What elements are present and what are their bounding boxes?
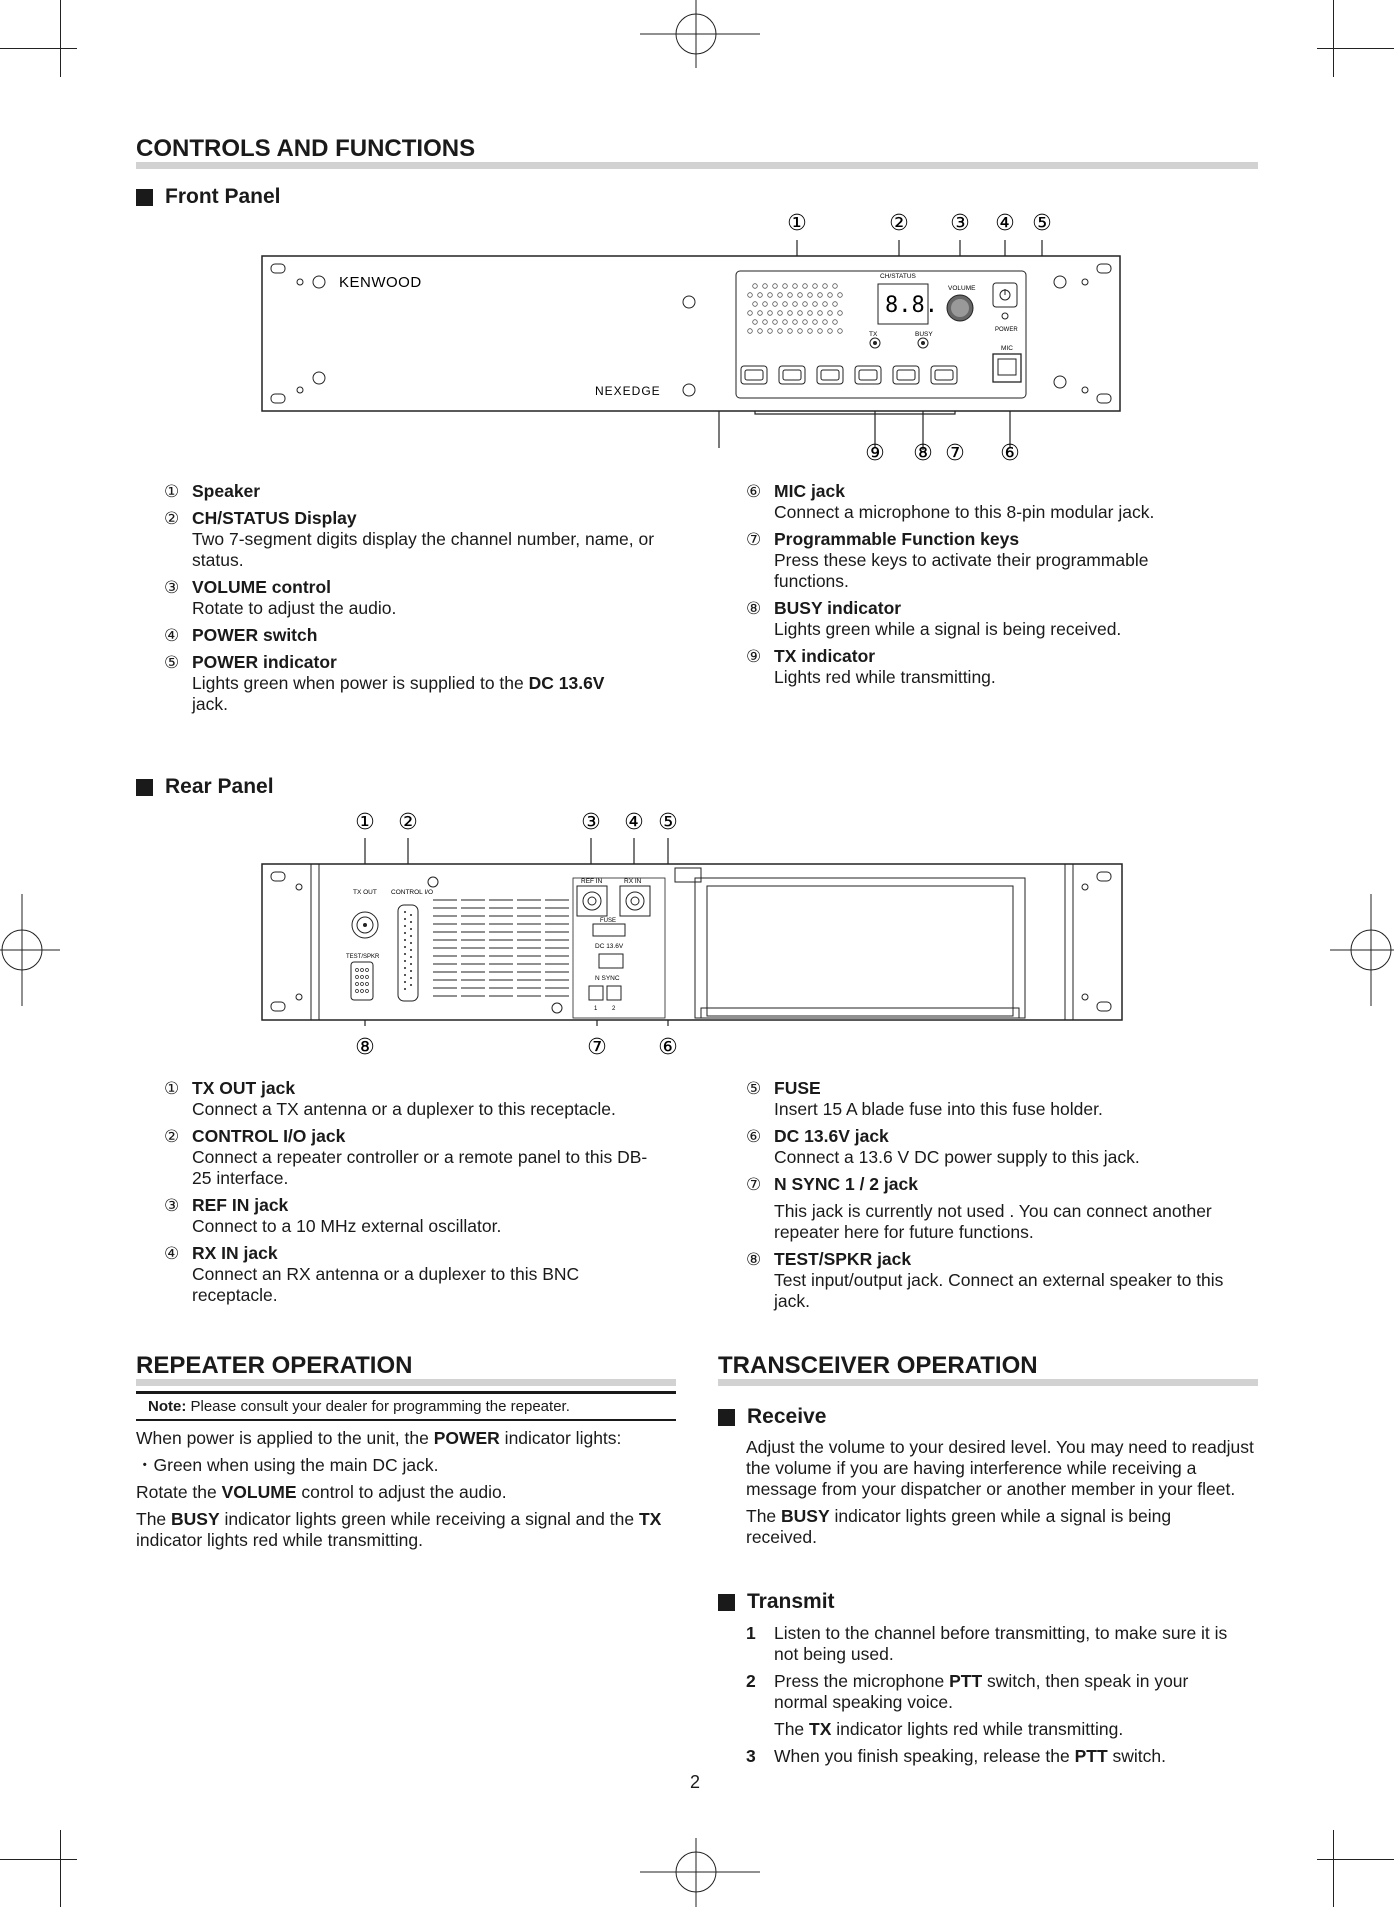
power-label: POWER [995,327,1018,333]
repeater-body [136,1428,676,1557]
transceiver-rule [718,1379,1258,1386]
busy-label: BUSY [915,331,933,338]
dc-label: DC 13.6V [595,943,624,950]
test-spkr-label: TEST/SPKR [346,954,380,960]
callout-bottom-7: ⑦ [587,1035,607,1060]
rear-item-1: ① TX OUT jack Connect a TX antenna or a duplexer to this receptacle. [164,1078,616,1119]
callout-top-4: ④ [624,810,644,835]
registration-mark-right [1330,880,1394,1020]
callout-bottom-8: ⑧ [913,441,933,466]
callout-top-1: ① [355,810,375,835]
callout-top-5: ⑤ [1032,211,1052,236]
mic-label: MIC [1001,345,1013,352]
n-sync-2-label: 2 [612,1006,616,1012]
front-panel-list-left [164,481,674,721]
callout-top-2: ② [889,211,909,236]
front-item-2: ② CH/STATUS Display Two 7-segment digits display the channel number, name, or status. [164,508,655,570]
rear-item-2: ② CONTROL I/O jack Connect a repeater controller or a remote panel to this DB-25 interface. [164,1126,648,1188]
page-number: 2 [690,1772,701,1792]
callout-top-4: ④ [995,211,1015,236]
rear-panel-list-left [164,1078,674,1312]
callout-bottom-9: ⑨ [865,441,885,466]
display-digits: 8.8. [885,293,938,318]
model-logo: NEXEDGE [595,384,661,398]
title-rule [136,162,1258,169]
callout-top-3: ③ [581,810,601,835]
receive-heading: Receive [718,1405,826,1429]
rear-item-3: ③ REF IN jack Connect to a 10 MHz external oscillator. [164,1195,502,1236]
page-title: CONTROLS AND FUNCTIONS [136,135,476,162]
fuse-label: FUSE [600,918,617,924]
rear-item-7: ⑦ N SYNC 1 / 2 jack This jack is currently not used . You can connect another repeater here for future functions. [746,1174,1212,1242]
transceiver-title: TRANSCEIVER OPERATION [718,1352,1038,1379]
tx-out-label: TX OUT [353,889,377,896]
volume-label: VOLUME [948,285,976,292]
transmit-step-3: 3 When you finish speaking, release the PTT switch. [746,1746,1167,1766]
receive-p2: The BUSY indicator lights green while a signal is being received. [746,1506,1172,1547]
callout-top-2: ② [398,810,418,835]
square-bullet-icon [136,189,153,206]
receive-body [746,1437,1258,1554]
tx-label: TX [869,331,878,338]
rear-panel-diagram [255,800,1135,1070]
front-panel-heading: Front Panel [136,185,281,209]
n-sync-label: N SYNC [595,975,620,982]
callout-bottom-8: ⑧ [355,1035,375,1060]
rear-panel-list-right [746,1078,1246,1318]
rx-in-label: RX IN [624,878,642,885]
front-item-1: ① Speaker [164,481,261,501]
rear-item-8: ⑧ TEST/SPKR jack Test input/output jack. Connect an external speaker to this jack. [746,1249,1224,1311]
repeater-p2: ・Green when using the main DC jack. [136,1455,439,1475]
front-item-9: ⑨ TX indicator Lights red while transmitting. [746,646,996,687]
rear-item-4: ④ RX IN jack Connect an RX antenna or a duplexer to this BNC receptacle. [164,1243,580,1305]
callout-top-3: ③ [950,211,970,236]
brand-logo: KENWOOD [339,274,422,291]
n-sync-1-label: 1 [594,1006,598,1012]
front-panel-list-right [746,481,1246,694]
transmit-heading: Transmit [718,1590,835,1614]
front-panel-diagram [255,200,1135,480]
registration-mark-left [0,880,60,1020]
transmit-step-2: 2 Press the microphone PTT switch, then speak in your normal speaking voice. The TX indicator lights red while transmitting. [746,1671,1189,1739]
repeater-title: REPEATER OPERATION [136,1352,413,1379]
callout-bottom-7: ⑦ [945,441,965,466]
receive-p1: Adjust the volume to your desired level. You may need to readjust the volume if you are having interference while receiving a message from your dispatcher or another member in your fleet. [746,1437,1254,1499]
repeater-p3: Rotate the VOLUME control to adjust the audio. [136,1482,507,1502]
transmit-steps [746,1623,1258,1773]
rear-item-5: ⑤ FUSE Insert 15 A blade fuse into this fuse holder. [746,1078,1103,1119]
square-bullet-icon [718,1594,735,1611]
front-item-5: ⑤ POWER indicator Lights green when power is supplied to the DC 13.6V jack. [164,652,605,714]
front-item-3: ③ VOLUME control Rotate to adjust the audio. [164,577,397,618]
square-bullet-icon [136,779,153,796]
front-item-4: ④ POWER switch [164,625,318,645]
repeater-rule [136,1379,676,1386]
callout-bottom-6: ⑥ [1000,441,1020,466]
callout-bottom-6: ⑥ [658,1035,678,1060]
repeater-note: Note: Please consult your dealer for programming the repeater. [136,1391,676,1421]
ch-status-label: CH/STATUS [880,273,916,280]
repeater-p1: When power is applied to the unit, the POWER indicator lights: [136,1428,622,1448]
front-item-8: ⑧ BUSY indicator Lights green while a signal is being received. [746,598,1122,639]
repeater-p4: The BUSY indicator lights green while receiving a signal and the TX indicator lights red while transmitting. [136,1509,662,1550]
callout-top-5: ⑤ [658,810,678,835]
transmit-step-1: 1 Listen to the channel before transmitting, to make sure it is not being used. [746,1623,1228,1664]
front-item-7: ⑦ Programmable Function keys Press these keys to activate their programmable functions. [746,529,1149,591]
square-bullet-icon [718,1409,735,1426]
front-item-6: ⑥ MIC jack Connect a microphone to this 8-pin modular jack. [746,481,1155,522]
registration-mark-top [640,0,760,80]
registration-mark-bottom [640,1830,760,1907]
rear-item-6: ⑥ DC 13.6V jack Connect a 13.6 V DC power supply to this jack. [746,1126,1140,1167]
callout-top-1: ① [787,211,807,236]
rear-panel-heading: Rear Panel [136,775,274,799]
control-io-label: CONTROL I/O [391,889,434,896]
ref-in-label: REF IN [581,878,603,885]
